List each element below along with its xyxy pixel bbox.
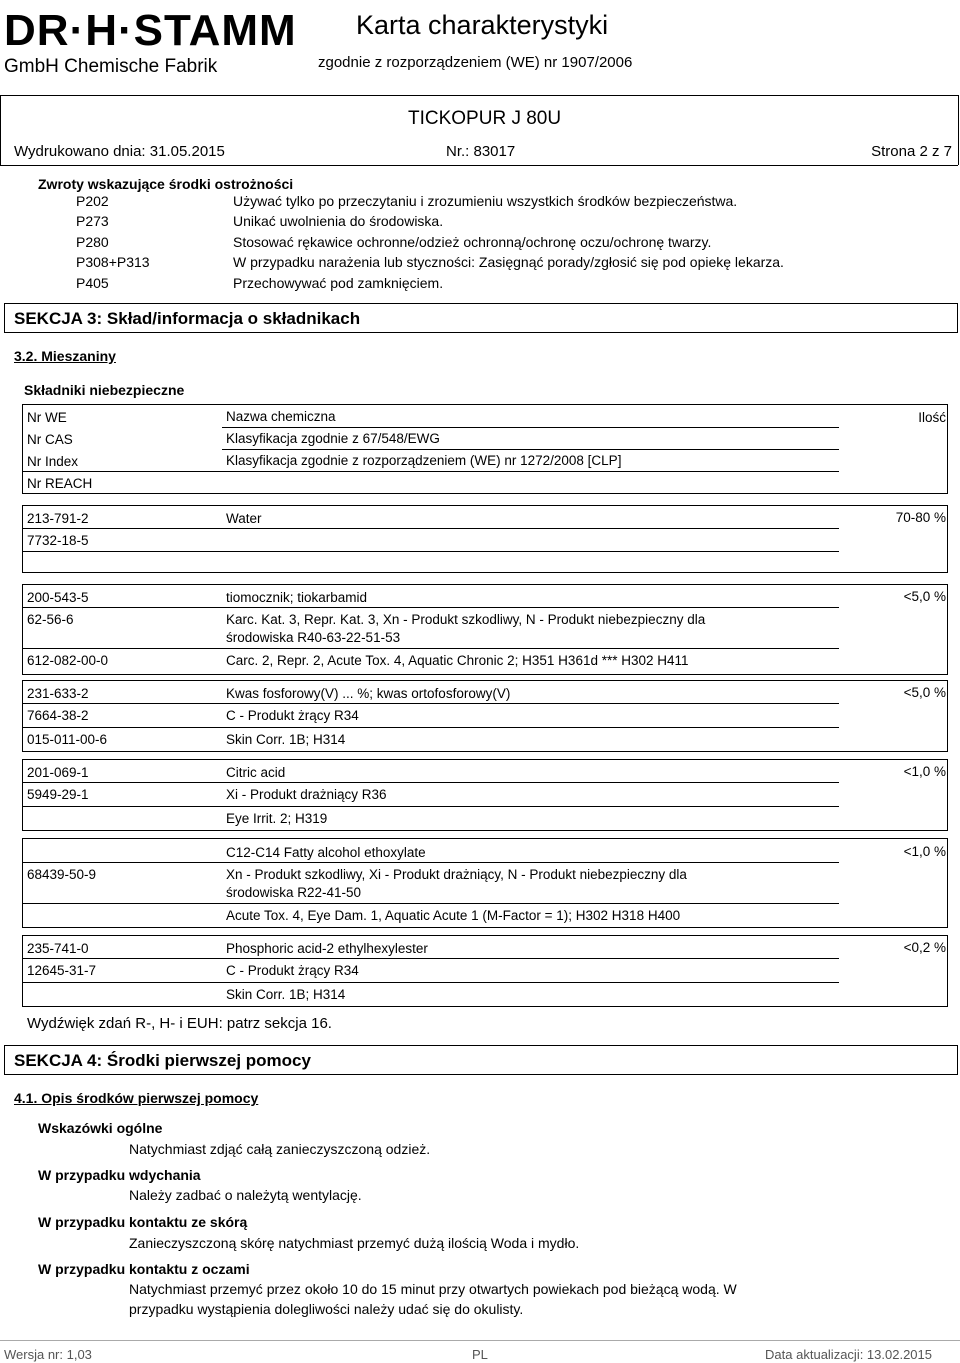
row-info: Kwas fosforowy(V) ... %; kwas ortofosforowy(V): [226, 686, 511, 701]
row-id: 5949-29-1: [27, 787, 89, 802]
row-id: 12645-31-7: [27, 963, 97, 978]
precaution-code: P405: [76, 275, 109, 291]
row-rule: [22, 607, 839, 608]
row-info: Water: [226, 511, 262, 526]
row-rule: [22, 551, 839, 552]
header-frame-top: [0, 95, 958, 96]
header-nr-reach: Nr REACH: [27, 476, 93, 491]
precaution-code: P308+P313: [76, 254, 150, 270]
row-id: 231-633-2: [27, 686, 89, 701]
footer-version: Wersja nr: 1,03: [4, 1347, 92, 1362]
row-rule: [22, 727, 839, 728]
precaution-text: Unikać uwolnienia do środowiska.: [233, 213, 444, 229]
precautionary-heading: Zwroty wskazujące środki ostrożności: [38, 176, 294, 192]
first-aid-text: Należy zadbać o należytą wentylację.: [129, 1187, 362, 1203]
row-rule: [22, 703, 839, 704]
row-rule: [22, 958, 839, 959]
row-info: C12-C14 Fatty alcohol ethoxylate: [226, 845, 426, 860]
product-name: TICKOPUR J 80U: [408, 108, 562, 129]
row-box: [22, 935, 948, 1007]
row-rule: [22, 903, 839, 904]
header-nr-index: Nr Index: [27, 454, 79, 469]
header-amount: Ilość: [918, 410, 946, 425]
header-rule: [222, 427, 839, 428]
row-info: Acute Tox. 4, Eye Dam. 1, Aquatic Acute 1 (M-Factor = 1); H302 H318 H400: [226, 908, 681, 923]
company-subtitle: GmbH Chemische Fabrik: [4, 56, 218, 77]
row-rule: [22, 782, 839, 783]
first-aid-text: Zanieczyszczoną skórę natychmiast przemyć dużą ilością Woda i mydło.: [129, 1235, 580, 1251]
row-amount: <0,2 %: [903, 940, 946, 955]
row-info: Skin Corr. 1B; H314: [226, 987, 346, 1002]
row-amount: 70-80 %: [895, 510, 946, 525]
row-id: 612-082-00-0: [27, 653, 109, 668]
row-id: 200-543-5: [27, 590, 89, 605]
row-id: 7664-38-2: [27, 708, 89, 723]
precaution-text: W przypadku narażenia lub styczności: Zasięgnąć porady/zgłosić się pod opiekę lekarza.: [233, 254, 784, 270]
row-info: C - Produkt żrący R34: [226, 963, 359, 978]
row-info: Xi - Produkt drażniący R36: [226, 787, 387, 802]
document-number: Nr.: 83017: [446, 143, 516, 160]
precaution-text: Przechowywać pod zamknięciem.: [233, 275, 444, 291]
row-info: środowiska R40-63-22-51-53: [226, 630, 401, 645]
row-info: Skin Corr. 1B; H314: [226, 732, 346, 747]
first-aid-heading: W przypadku wdychania: [38, 1167, 201, 1183]
row-info: Xn - Produkt szkodliwy, Xi - Produkt drażniący, N - Produkt niebezpieczny dla: [226, 867, 687, 882]
row-info: Eye Irrit. 2; H319: [226, 811, 328, 826]
first-aid-text: Natychmiast zdjąć całą zanieczyszczoną odzież.: [129, 1141, 431, 1157]
r-h-phrases-note: Wydźwięk zdań R-, H- i EUH: patrz sekcja 16.: [27, 1015, 332, 1032]
row-id: 201-069-1: [27, 765, 89, 780]
first-aid-text: Natychmiast przemyć przez około 10 do 15 minut przy otwartych powiekach pod bieżącą wodą. W: [129, 1281, 737, 1297]
company-logo: DR·H·STAMM: [4, 6, 297, 55]
row-id: 7732-18-5: [27, 533, 89, 548]
row-amount: <1,0 %: [903, 764, 946, 779]
header-nr-we: Nr WE: [27, 410, 67, 425]
header-frame-right: [958, 95, 959, 165]
row-info: Karc. Kat. 3, Repr. Kat. 3, Xn - Produkt szkodliwy, N - Produkt niebezpieczny dla: [226, 612, 706, 627]
header-classification-67: Klasyfikacja zgodnie z 67/548/EWG: [226, 431, 440, 446]
footer-language: PL: [472, 1347, 488, 1362]
precaution-text: Używać tylko po przeczytaniu i zrozumieniu wszystkich środków bezpieczeństwa.: [233, 193, 738, 209]
precaution-code: P280: [76, 234, 109, 250]
subsection-3-2: 3.2. Mieszaniny: [14, 348, 116, 364]
row-info: Citric acid: [226, 765, 286, 780]
row-id: 62-56-6: [27, 612, 74, 627]
print-date: Wydrukowano dnia: 31.05.2015: [14, 143, 225, 160]
first-aid-heading: W przypadku kontaktu ze skórą: [38, 1214, 248, 1230]
row-info: tiomocznik; tiokarbamid: [226, 590, 368, 605]
first-aid-heading: Wskazówki ogólne: [38, 1120, 163, 1136]
row-box: [22, 505, 948, 573]
document-title: Karta charakterystyki: [356, 10, 609, 40]
subsection-4-1: 4.1. Opis środków pierwszej pomocy: [14, 1090, 259, 1106]
header-rule: [22, 471, 839, 472]
header-chemical-name: Nazwa chemiczna: [226, 409, 336, 424]
footer-update-date: Data aktualizacji: 13.02.2015: [765, 1347, 932, 1362]
row-rule: [22, 528, 839, 529]
header-nr-cas: Nr CAS: [27, 432, 73, 447]
row-amount: <5,0 %: [903, 685, 946, 700]
row-rule: [22, 862, 839, 863]
row-info: Carc. 2, Repr. 2, Acute Tox. 4, Aquatic Chronic 2; H351 H361d *** H302 H411: [226, 653, 689, 668]
section3-title: SEKCJA 3: Skład/informacja o składnikach: [14, 309, 361, 328]
hazard-ingredients-heading: Składniki niebezpieczne: [24, 382, 185, 398]
row-rule: [22, 806, 839, 807]
row-amount: <1,0 %: [903, 844, 946, 859]
row-id: 213-791-2: [27, 511, 89, 526]
precaution-code: P273: [76, 213, 109, 229]
regulation-text: zgodnie z rozporządzeniem (WE) nr 1907/2006: [318, 54, 633, 71]
precaution-code: P202: [76, 193, 109, 209]
footer-rule: [0, 1340, 960, 1341]
row-rule: [22, 982, 839, 983]
row-info: środowiska R22-41-50: [226, 885, 362, 900]
header-frame-bottom: [0, 165, 958, 166]
row-id: 68439-50-9: [27, 867, 97, 882]
header-frame-left: [0, 95, 1, 165]
page-number: Strona 2 z 7: [871, 143, 952, 160]
first-aid-text: przypadku wystąpienia dolegliwości należy udać się do okulisty.: [129, 1301, 524, 1317]
row-info: C - Produkt żrący R34: [226, 708, 359, 723]
section4-title: SEKCJA 4: Środki pierwszej pomocy: [14, 1051, 311, 1070]
header-classification-clp: Klasyfikacja zgodnie z rozporządzeniem (WE) nr 1272/2008 [CLP]: [226, 453, 622, 468]
row-id: 015-011-00-6: [27, 732, 108, 747]
row-info: Phosphoric acid-2 ethylhexylester: [226, 941, 428, 956]
precaution-text: Stosować rękawice ochronne/odzież ochronną/ochronę oczu/ochronę twarzy.: [233, 234, 712, 250]
row-rule: [22, 648, 839, 649]
row-box: [22, 759, 948, 831]
row-amount: <5,0 %: [903, 589, 946, 604]
row-id: 235-741-0: [27, 941, 89, 956]
header-rule: [222, 449, 839, 450]
first-aid-heading: W przypadku kontaktu z oczami: [38, 1261, 250, 1277]
